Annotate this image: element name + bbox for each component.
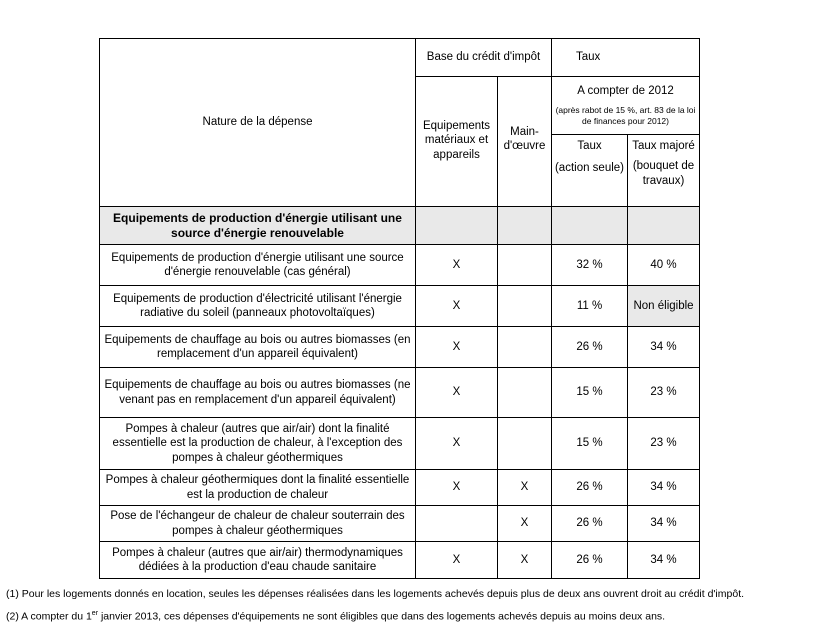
header-main-oeuvre: Main-d'œuvre bbox=[498, 77, 552, 207]
table-row bbox=[100, 286, 700, 327]
footnote-2-sup: er bbox=[91, 610, 99, 617]
row-equip: X bbox=[416, 327, 498, 368]
header-base: Base du crédit d'impôt bbox=[416, 39, 552, 77]
row-nature: Pompes à chaleur géothermiques dont la finalité essentielle est la production de chaleur bbox=[100, 470, 416, 506]
row-nature: Pompes à chaleur (autres que air/air) thermodynamiques dédiées à la production d'eau chaude sanitaire bbox=[100, 542, 416, 579]
row-taux: 11 % bbox=[552, 286, 628, 327]
footnote-2-prefix: (2) A compter du 1 bbox=[6, 610, 92, 623]
row-equip: X bbox=[416, 470, 498, 506]
footnote-2 bbox=[6, 610, 665, 623]
row-taux: 15 % bbox=[552, 368, 628, 418]
header-a-compter-2012 bbox=[552, 77, 700, 135]
section-title: Equipements de production d'énergie utilisant une source d'énergie renouvelable bbox=[100, 207, 416, 245]
row-taux: 26 % bbox=[552, 327, 628, 368]
header-taux: Taux bbox=[552, 39, 700, 77]
row-equip: X bbox=[416, 368, 498, 418]
row-main bbox=[498, 286, 552, 327]
row-taux: 32 % bbox=[552, 245, 628, 286]
row-main: X bbox=[498, 506, 552, 542]
row-majore: 34 % bbox=[628, 327, 700, 368]
row-equip: X bbox=[416, 542, 498, 579]
header-equipements: Equipements matériaux et appareils bbox=[416, 77, 498, 207]
header-nature: Nature de la dépense bbox=[100, 39, 416, 207]
taux-seul-sub: (action seule) bbox=[554, 162, 625, 175]
rabot-note: (après rabot de 15 %, art. 83 de la loi de finances pour 2012) bbox=[555, 104, 696, 126]
taux-seul-title: Taux bbox=[577, 140, 602, 152]
row-equip: X bbox=[416, 245, 498, 286]
row-main: X bbox=[498, 542, 552, 579]
header-taux-seul bbox=[552, 135, 628, 207]
row-nature: Pose de l'échangeur de chaleur de chaleur souterrain des pompes à chaleur géothermiques bbox=[100, 506, 416, 542]
row-main: X bbox=[498, 470, 552, 506]
table-row bbox=[100, 368, 700, 418]
row-majore: Non éligible bbox=[628, 286, 700, 327]
section-empty-cell bbox=[498, 207, 552, 245]
table-row bbox=[100, 470, 700, 506]
section-empty-cell bbox=[416, 207, 498, 245]
tax-credit-table bbox=[99, 38, 700, 579]
row-nature: Equipements de chauffage au bois ou autres biomasses (ne venant pas en remplacement d'un appareil équivalent) bbox=[100, 368, 416, 418]
section-empty-cell bbox=[628, 207, 700, 245]
table-row bbox=[100, 245, 700, 286]
row-equip: X bbox=[416, 286, 498, 327]
row-majore: 23 % bbox=[628, 368, 700, 418]
row-majore: 34 % bbox=[628, 470, 700, 506]
row-nature: Pompes à chaleur (autres que air/air) dont la finalité essentielle est la production de chaleur, à l'exception des pompes à chaleur géothermiques bbox=[100, 418, 416, 470]
taux-majore-title: Taux majoré bbox=[632, 140, 695, 152]
header-taux-majore bbox=[628, 135, 700, 207]
table-row bbox=[100, 506, 700, 542]
row-main bbox=[498, 368, 552, 418]
table-row bbox=[100, 418, 700, 470]
row-majore: 23 % bbox=[628, 418, 700, 470]
row-equip bbox=[416, 506, 498, 542]
a-compter-label: A compter de 2012 bbox=[577, 85, 674, 98]
row-majore: 34 % bbox=[628, 506, 700, 542]
row-taux: 15 % bbox=[552, 418, 628, 470]
row-majore: 34 % bbox=[628, 542, 700, 579]
row-equip: X bbox=[416, 418, 498, 470]
footnote-2-suffix: janvier 2013, ces dépenses d'équipements ne sont éligibles que dans des logements achevés depuis au moins deux ans. bbox=[98, 610, 666, 623]
section-empty-cell bbox=[552, 207, 628, 245]
row-taux: 26 % bbox=[552, 470, 628, 506]
row-majore: 40 % bbox=[628, 245, 700, 286]
row-nature: Equipements de production d'électricité utilisant l'énergie radiative du soleil (panneaux photovoltaïques) bbox=[100, 286, 416, 327]
row-taux: 26 % bbox=[552, 506, 628, 542]
footnote-1: (1) Pour les logements donnés en location, seules les dépenses réalisées dans les logements achevés depuis plus de deux ans ouvrent droit au crédit d'impôt. bbox=[6, 588, 745, 600]
row-main bbox=[498, 327, 552, 368]
table-row bbox=[100, 327, 700, 368]
row-taux: 26 % bbox=[552, 542, 628, 579]
row-nature: Equipements de chauffage au bois ou autres biomasses (en remplacement d'un appareil équivalent) bbox=[100, 327, 416, 368]
taux-majore-sub: (bouquet de travaux) bbox=[632, 160, 695, 187]
table-row bbox=[100, 542, 700, 579]
row-nature: Equipements de production d'énergie utilisant une source d'énergie renouvelable (cas général) bbox=[100, 245, 416, 286]
row-main bbox=[498, 418, 552, 470]
row-main bbox=[498, 245, 552, 286]
